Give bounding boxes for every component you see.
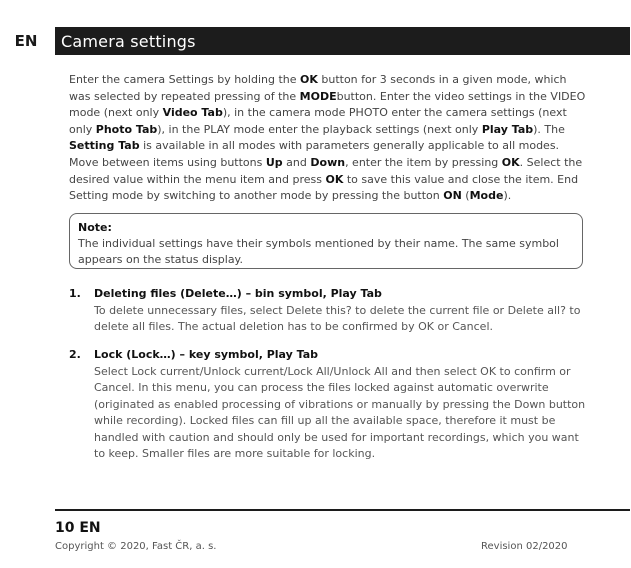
text-run: ).	[503, 189, 512, 203]
text-run: is available in all modes with parameters generally applicable to all modes.	[139, 139, 560, 153]
on-keyword: ON	[443, 189, 462, 203]
ok-keyword: OK	[300, 73, 318, 86]
item-body: Select Lock current/Unlock current/Lock All/Unlock All and then select OK to confirm or Cancel. In this menu, you can process the files locked against automatic overwrite (originated as enabled processing of vibrations or manually by pressing the Down button while recording). Locked files can fill up all the available space, therefore it must be handled with caution and should only be used for important recordings, which you want to keep. Smaller files are more suitable for locking.	[94, 364, 586, 460]
note-text: The individual settings have their symbols mentioned by their name. The same symbol appears on the status display.	[78, 237, 559, 266]
ok-keyword: OK	[501, 155, 520, 169]
note-title: Note:	[78, 221, 112, 234]
text-run: Enter the camera Settings by holding the	[69, 73, 300, 86]
text-run: button. Enter the video settings in the VIDEO mode (next only	[69, 89, 586, 120]
item-number: 1.	[69, 287, 81, 300]
photo-tab-keyword: Photo Tab	[95, 122, 158, 136]
item-number: 2.	[69, 348, 81, 361]
note-box	[69, 213, 583, 269]
list-item	[69, 286, 589, 336]
item-body: To delete unnecessary files, select Delete this? to delete the current file or Delete all? to delete all files. The actual deletion has to be confirmed by OK or Cancel.	[94, 303, 581, 333]
text-run: and	[282, 155, 311, 169]
text-run: ), in the camera mode PHOTO enter the camera settings (next only	[69, 106, 567, 136]
setting-tab-keyword: Setting Tab	[69, 139, 140, 153]
up-keyword: Up	[265, 155, 283, 169]
text-run: . Select the desired value within the menu item and press	[69, 155, 583, 186]
play-tab-keyword: Play Tab	[481, 122, 534, 136]
text-run: ). The	[533, 122, 565, 136]
text-run: to save this value and close the item. End Setting mode by switching to another mode by pressing the button	[69, 172, 579, 203]
section-title-bar	[55, 27, 630, 55]
intro-paragraph-1	[69, 72, 589, 155]
copyright-text: Copyright © 2020, Fast ČR, a. s.	[55, 541, 217, 552]
text-run: ), in the PLAY mode enter the playback settings (next only	[157, 122, 482, 136]
text-run: Move between items using buttons	[69, 155, 266, 169]
down-keyword: Down	[310, 155, 346, 169]
text-run: (	[461, 189, 470, 203]
item-heading: Deleting files (Delete…) – bin symbol, Play Tab	[94, 287, 382, 300]
mode-keyword: Mode	[469, 189, 504, 203]
ok-keyword: OK	[325, 172, 344, 186]
video-tab-keyword: Video Tab	[162, 106, 223, 120]
intro-text	[69, 72, 589, 205]
revision-text: Revision 02/2020	[481, 541, 568, 552]
list-item	[69, 347, 589, 463]
page-number: 10 EN	[55, 520, 101, 536]
mode-keyword: MODE	[299, 89, 337, 103]
language-badge: EN	[14, 32, 38, 50]
page-title: Camera settings	[61, 31, 196, 51]
item-heading: Lock (Lock…) – key symbol, Play Tab	[94, 348, 319, 361]
text-run: , enter the item by pressing	[345, 155, 502, 169]
footer-divider	[55, 509, 630, 511]
intro-paragraph-2	[69, 155, 589, 205]
text-run: button for 3 seconds in a given mode, which was selected by repeated pressing of the	[69, 73, 567, 103]
